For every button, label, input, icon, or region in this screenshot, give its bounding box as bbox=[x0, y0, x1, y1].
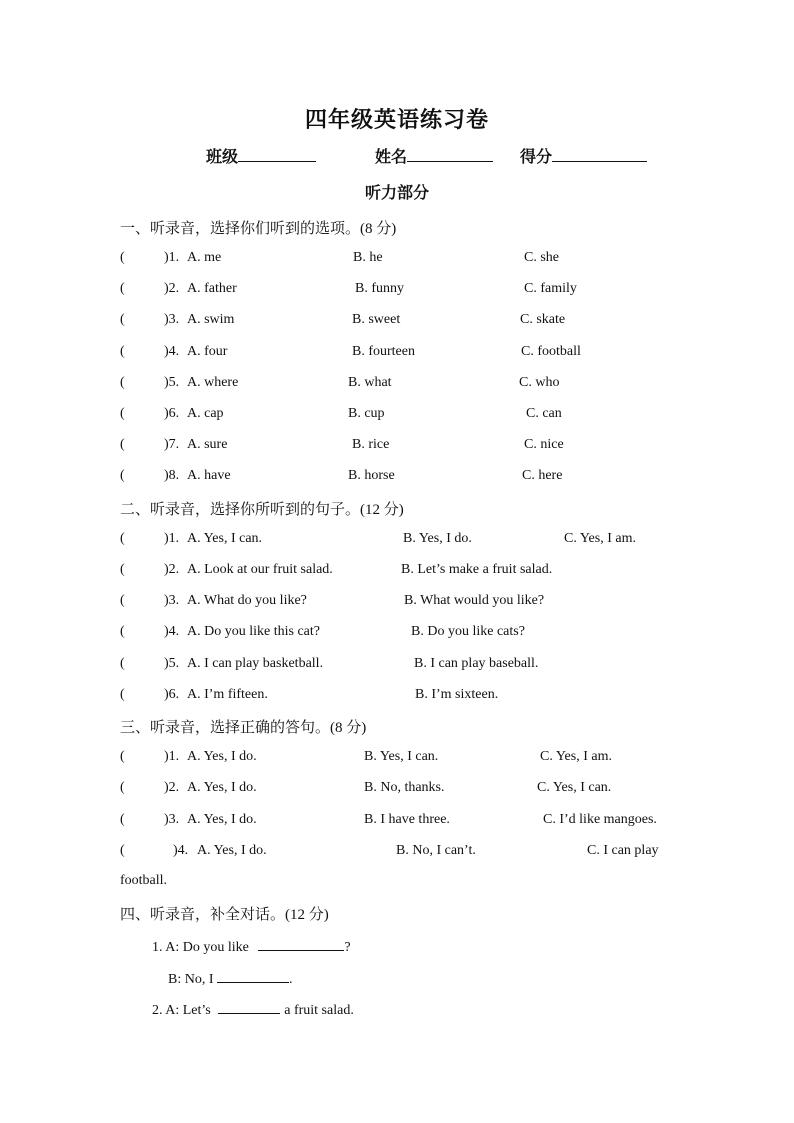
dialogue-suffix: ? bbox=[344, 940, 351, 955]
item-number: )1. bbox=[164, 250, 180, 265]
option-a: A. me bbox=[187, 250, 222, 265]
dialogue-line-3 bbox=[152, 999, 354, 1019]
option-b: B. funny bbox=[355, 281, 404, 296]
class-blank[interactable] bbox=[238, 147, 316, 162]
answer-paren[interactable]: ( bbox=[120, 281, 125, 296]
answer-paren[interactable]: ( bbox=[120, 250, 125, 265]
answer-paren[interactable]: ( bbox=[120, 437, 125, 452]
item-number: )2. bbox=[164, 562, 180, 577]
answer-blank[interactable] bbox=[217, 968, 289, 983]
option-c: C. I’d like mangoes. bbox=[543, 812, 657, 827]
answer-blank[interactable] bbox=[218, 999, 280, 1014]
option-a: A. have bbox=[187, 468, 231, 483]
option-c: C. who bbox=[519, 375, 560, 390]
option-b: B. sweet bbox=[352, 312, 401, 327]
item-number: )6. bbox=[164, 687, 180, 702]
answer-paren[interactable]: ( bbox=[120, 780, 125, 795]
item-number: )2. bbox=[164, 780, 180, 795]
option-c: C. skate bbox=[520, 312, 566, 327]
score-label: 得分 bbox=[520, 149, 553, 166]
item-number: )3. bbox=[164, 312, 180, 327]
option-b: B. What would you like? bbox=[404, 593, 545, 608]
option-b: B. I have three. bbox=[364, 812, 450, 827]
option-b: B. Let’s make a fruit salad. bbox=[401, 562, 553, 577]
answer-blank[interactable] bbox=[258, 936, 344, 951]
name-label: 姓名 bbox=[375, 149, 408, 166]
name-blank[interactable] bbox=[407, 147, 493, 162]
option-a: A. I’m fifteen. bbox=[187, 687, 268, 702]
option-a: A. father bbox=[187, 281, 237, 296]
answer-paren[interactable]: ( bbox=[120, 562, 125, 577]
item-number: )4. bbox=[173, 843, 189, 858]
option-b: B. fourteen bbox=[352, 344, 415, 359]
dialogue-prefix: B: No, I bbox=[168, 972, 214, 987]
answer-paren[interactable]: ( bbox=[120, 406, 125, 421]
item-number: )4. bbox=[164, 624, 180, 639]
item-number: )3. bbox=[164, 812, 180, 827]
option-b: B. Do you like cats? bbox=[411, 624, 525, 639]
option-b: B. horse bbox=[348, 468, 395, 483]
item-number: )1. bbox=[164, 531, 180, 546]
name-field bbox=[375, 144, 493, 167]
dialogue-line-2 bbox=[168, 968, 293, 988]
option-a: A. What do you like? bbox=[187, 593, 307, 608]
answer-paren[interactable]: ( bbox=[120, 344, 125, 359]
option-c: C. I can play bbox=[587, 843, 659, 858]
option-c: C. family bbox=[524, 281, 577, 296]
item-number: )8. bbox=[164, 468, 180, 483]
option-c-continued: football. bbox=[120, 873, 168, 888]
answer-paren[interactable]: ( bbox=[120, 468, 125, 483]
dialogue-suffix: . bbox=[289, 972, 293, 987]
answer-paren[interactable]: ( bbox=[120, 312, 125, 327]
dialogue-prefix: 1. A: Do you like bbox=[152, 940, 249, 955]
option-a: A. I can play basketball. bbox=[187, 656, 324, 671]
answer-paren[interactable]: ( bbox=[120, 812, 125, 827]
option-b: B. I’m sixteen. bbox=[415, 687, 499, 702]
option-b: B. I can play baseball. bbox=[414, 656, 539, 671]
listening-part-title: 听力部分 bbox=[364, 185, 429, 202]
option-b: B. Yes, I do. bbox=[403, 531, 472, 546]
class-label: 班级 bbox=[206, 149, 239, 166]
option-b: B. cup bbox=[348, 406, 385, 421]
item-number: )5. bbox=[164, 656, 180, 671]
dialogue-line-1 bbox=[152, 936, 351, 956]
answer-paren[interactable]: ( bbox=[120, 624, 125, 639]
section1-heading: 一、听录音，选择你们听到的选项。(8 分) bbox=[120, 221, 397, 237]
page-title: 四年级英语练习卷 bbox=[304, 107, 489, 132]
section2-heading: 二、听录音，选择你所听到的句子。(12 分) bbox=[120, 502, 404, 518]
option-c: C. Yes, I am. bbox=[564, 531, 636, 546]
answer-paren[interactable]: ( bbox=[120, 749, 125, 764]
answer-paren[interactable]: ( bbox=[120, 843, 125, 858]
option-b: B. he bbox=[353, 250, 383, 265]
option-c: C. she bbox=[524, 250, 559, 265]
item-number: )2. bbox=[164, 281, 180, 296]
answer-paren[interactable]: ( bbox=[120, 531, 125, 546]
option-a: A. Look at our fruit salad. bbox=[187, 562, 333, 577]
option-c: C. Yes, I can. bbox=[537, 780, 612, 795]
answer-paren[interactable]: ( bbox=[120, 656, 125, 671]
class-field bbox=[206, 144, 316, 167]
item-number: )5. bbox=[164, 375, 180, 390]
option-a: A. sure bbox=[187, 437, 228, 452]
option-b: B. No, thanks. bbox=[364, 780, 445, 795]
option-b: B. rice bbox=[352, 437, 390, 452]
option-a: A. Yes, I can. bbox=[187, 531, 263, 546]
section4-heading: 四、听录音，补全对话。(12 分) bbox=[120, 907, 329, 923]
option-c: C. here bbox=[522, 468, 563, 483]
option-a: A. Do you like this cat? bbox=[187, 624, 320, 639]
item-number: )6. bbox=[164, 406, 180, 421]
option-b: B. what bbox=[348, 375, 392, 390]
option-a: A. where bbox=[187, 375, 239, 390]
score-blank[interactable] bbox=[552, 147, 647, 162]
item-number: )4. bbox=[164, 344, 180, 359]
option-a: A. swim bbox=[187, 312, 235, 327]
answer-paren[interactable]: ( bbox=[120, 375, 125, 390]
item-number: )7. bbox=[164, 437, 180, 452]
item-number: )3. bbox=[164, 593, 180, 608]
option-a: A. Yes, I do. bbox=[187, 749, 257, 764]
answer-paren[interactable]: ( bbox=[120, 593, 125, 608]
option-b: B. No, I can’t. bbox=[396, 843, 476, 858]
option-c: C. can bbox=[526, 406, 562, 421]
option-c: C. nice bbox=[524, 437, 564, 452]
option-a: A. Yes, I do. bbox=[187, 780, 257, 795]
option-a: A. cap bbox=[187, 406, 224, 421]
option-a: A. four bbox=[187, 344, 228, 359]
option-c: C. football bbox=[521, 344, 581, 359]
score-field bbox=[520, 144, 647, 167]
section3-heading: 三、听录音，选择正确的答句。(8 分) bbox=[120, 720, 367, 736]
option-a: A. Yes, I do. bbox=[187, 812, 257, 827]
dialogue-suffix: a fruit salad. bbox=[284, 1003, 354, 1018]
dialogue-prefix: 2. A: Let’s bbox=[152, 1003, 211, 1018]
item-number: )1. bbox=[164, 749, 180, 764]
option-a: A. Yes, I do. bbox=[197, 843, 267, 858]
option-b: B. Yes, I can. bbox=[364, 749, 439, 764]
answer-paren[interactable]: ( bbox=[120, 687, 125, 702]
option-c: C. Yes, I am. bbox=[540, 749, 612, 764]
